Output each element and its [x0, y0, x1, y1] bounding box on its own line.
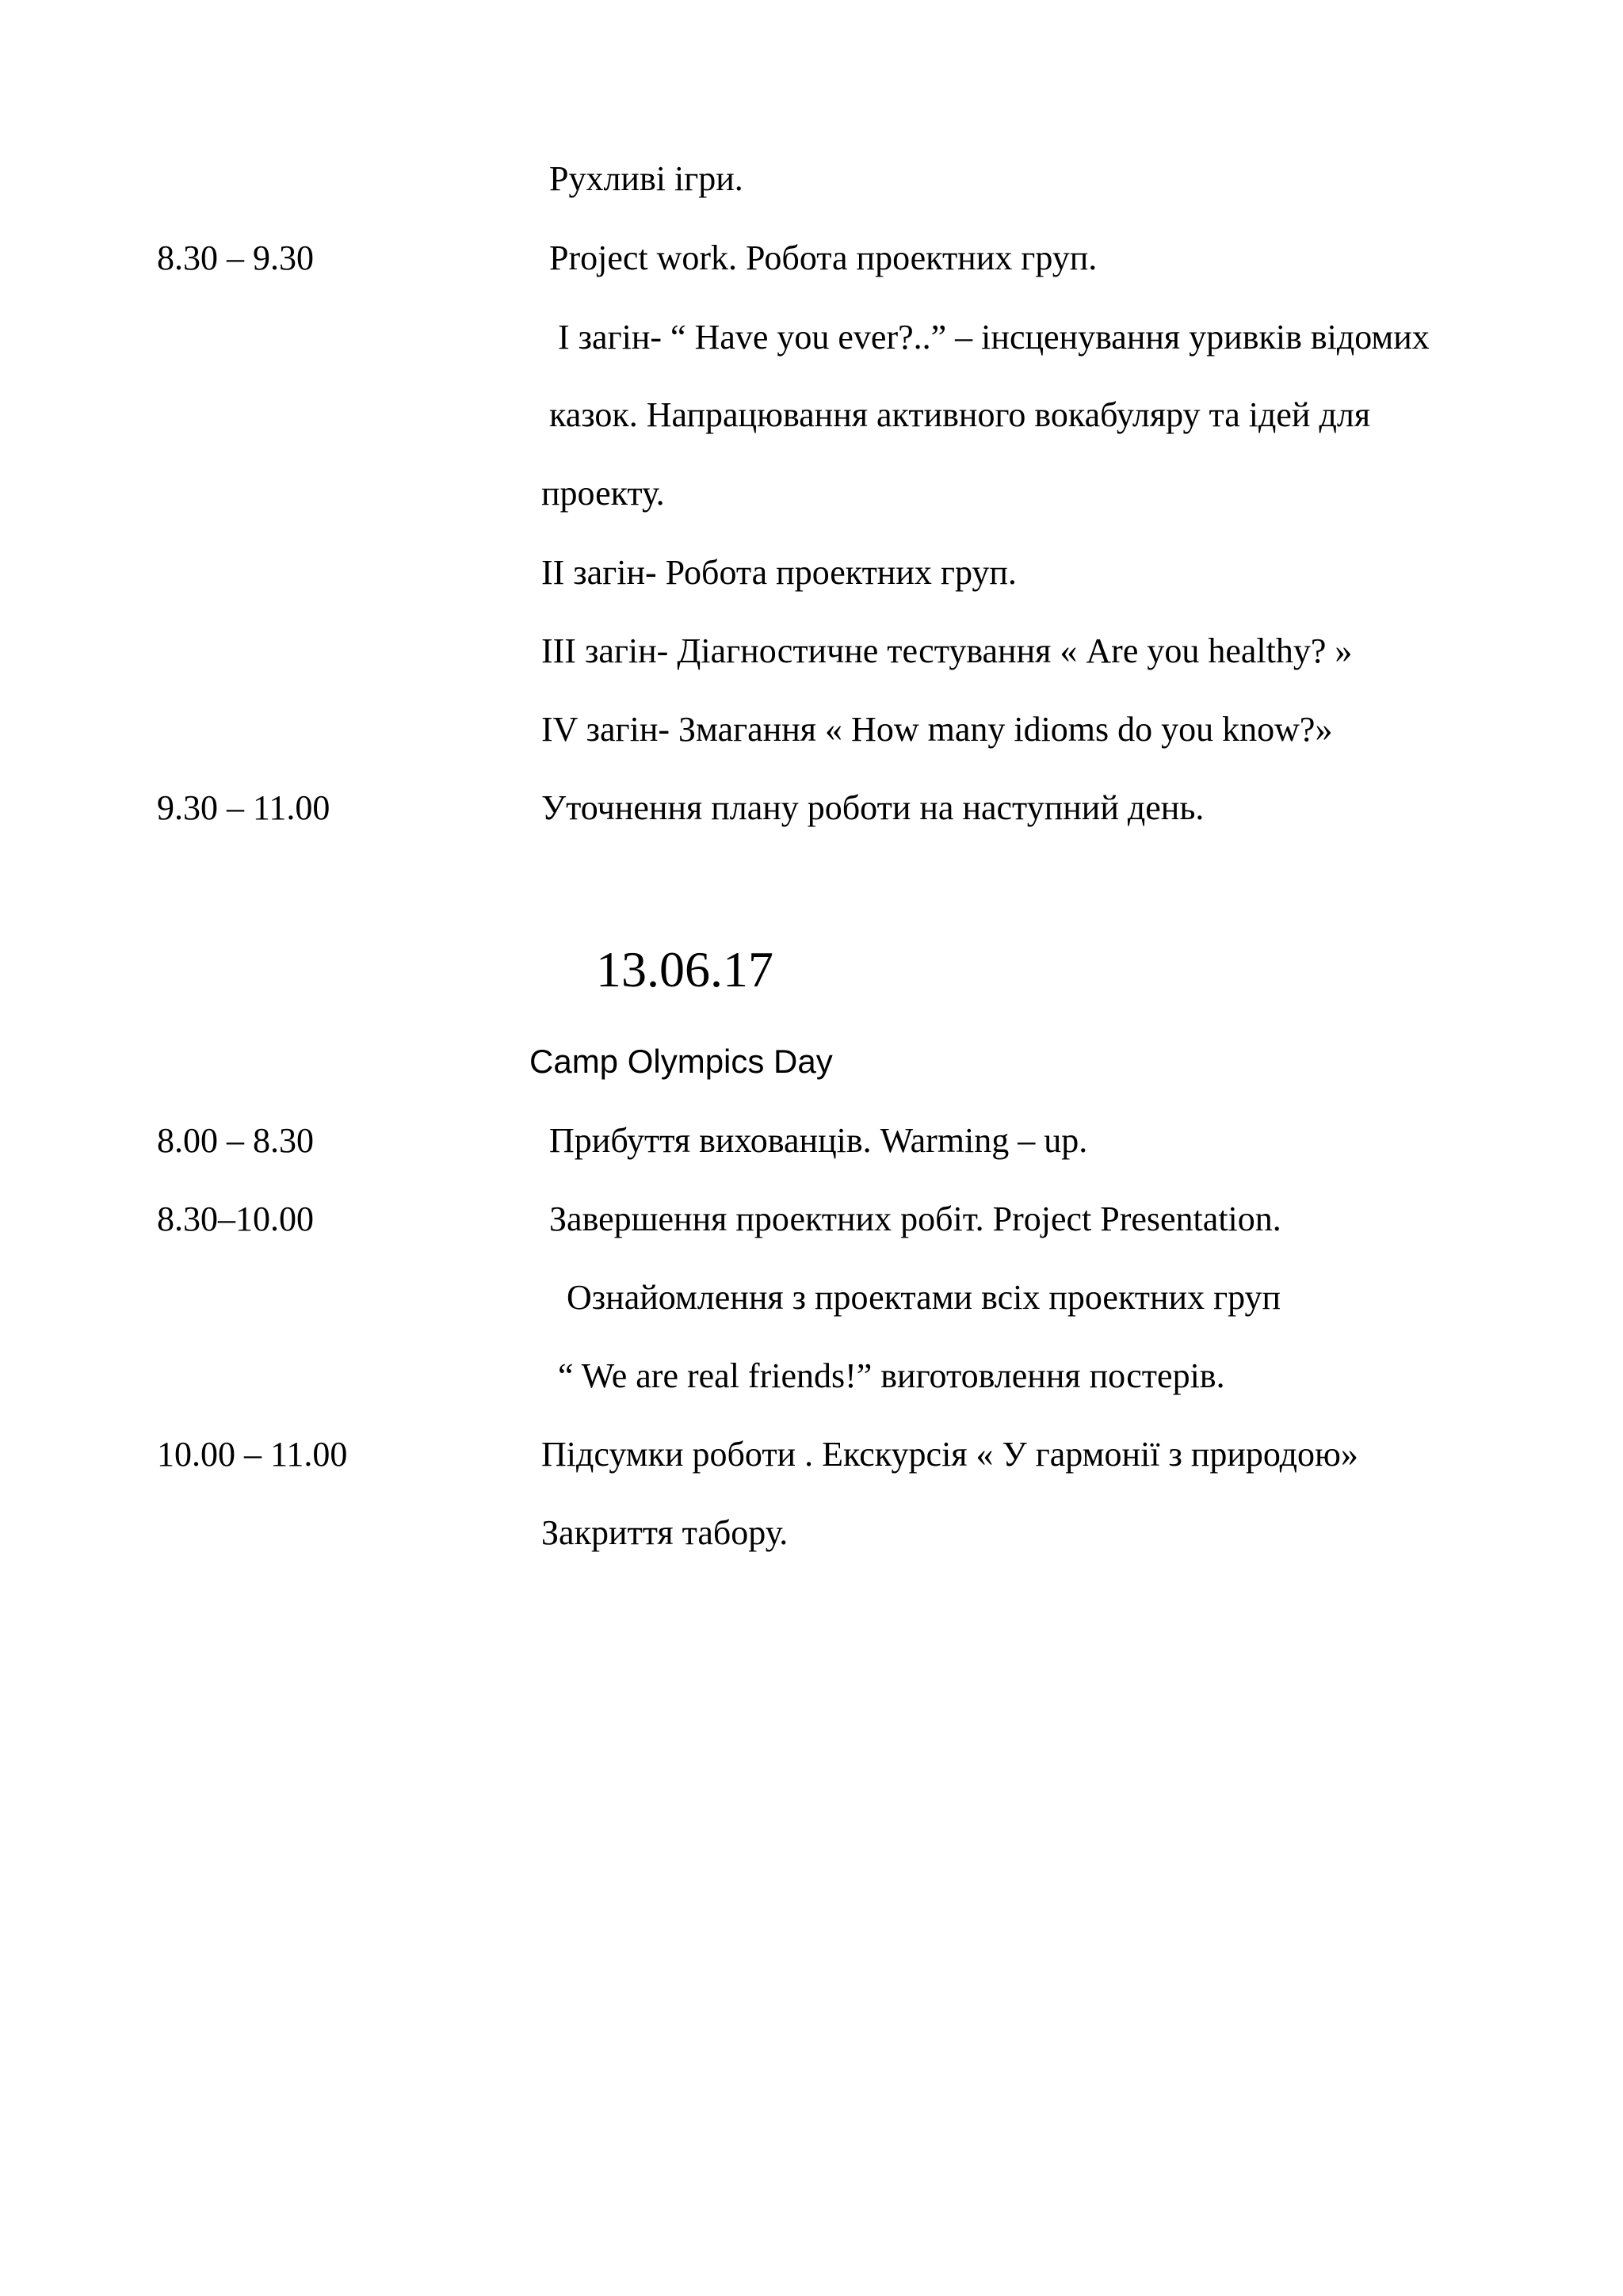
activity-line: Ознайомлення з проектами всіх проектних груп	[567, 1278, 1281, 1317]
time-slot: 9.30 – 11.00	[157, 788, 330, 827]
activity-line: I загін- “ Have you ever?..” – інсценування уривків відомих	[558, 318, 1430, 357]
activity-line: Рухливі ігри.	[549, 159, 743, 198]
activity-line: казок. Напрацювання активного вокабуляру та ідей для	[549, 395, 1371, 434]
day-title: Camp Olympics Day	[529, 1043, 833, 1080]
activity-line: IV загін- Змагання « How many idioms do you know?»	[541, 710, 1333, 749]
activity-line: Прибуття вихованців. Warming – up.	[549, 1121, 1088, 1160]
activity-line: Project work. Робота проектних груп.	[549, 238, 1098, 277]
time-slot: 10.00 – 11.00	[157, 1435, 348, 1474]
activity-line: Підсумки роботи . Екскурсія « У гармонії з природою»	[541, 1435, 1358, 1474]
activity-line: Уточнення плану роботи на наступний день.	[541, 788, 1205, 827]
activity-line: III загін- Діагностичне тестування « Are you healthy? »	[541, 631, 1353, 670]
time-slot: 8.00 – 8.30	[157, 1121, 314, 1160]
activity-line: II загін- Робота проектних груп.	[541, 553, 1017, 592]
activity-line: проекту.	[541, 474, 665, 513]
activity-line: Закриття табору.	[541, 1513, 789, 1552]
date-heading: 13.06.17	[596, 941, 773, 997]
activity-line: Завершення проектних робіт. Project Presentation.	[549, 1199, 1281, 1238]
activity-line: “ We are real friends!” виготовлення постерів.	[558, 1356, 1225, 1395]
time-slot: 8.30–10.00	[157, 1199, 314, 1238]
time-slot: 8.30 – 9.30	[157, 238, 314, 277]
